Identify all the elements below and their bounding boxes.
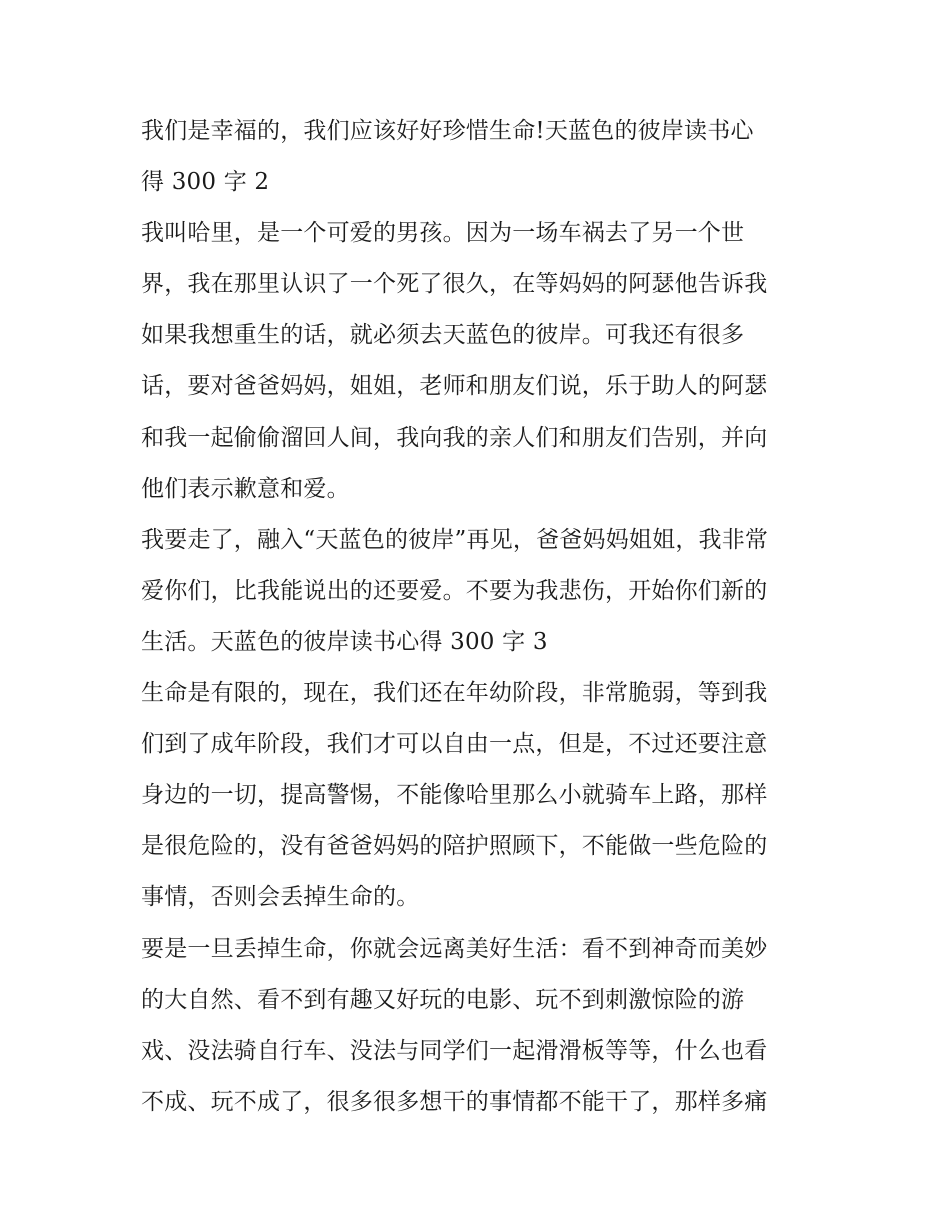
text-line: 是很危险的，没有爸爸妈妈的陪护照顾下，不能做一些危险的 (141, 833, 768, 860)
text-line: 事情，否则会丢掉生命的。 (141, 884, 420, 911)
text-line: 界，我在那里认识了一个死了很久，在等妈妈的阿瑟他告诉我 (141, 271, 768, 298)
text-line: 和我一起偷偷溜回人间，我向我的亲人们和朋友们告别，并向 (141, 424, 768, 451)
text-line: 要是一旦丢掉生命，你就会远离美好生活：看不到神奇而美妙 (141, 935, 768, 962)
text-line: 得 300 字 2 (141, 169, 270, 196)
document-body (141, 106, 821, 1128)
text-line: 话，要对爸爸妈妈，姐姐，老师和朋友们说，乐于助人的阿瑟 (141, 373, 768, 400)
text-line: 们到了成年阶段，我们才可以自由一点，但是，不过还要注意 (141, 731, 768, 758)
text-line: 我们是幸福的，我们应该好好珍惜生命!天蓝色的彼岸读书心 (141, 118, 754, 144)
text-line: 我叫哈里，是一个可爱的男孩。因为一场车祸去了另一个世 (141, 220, 745, 247)
text-line: 如果我想重生的话，就必须去天蓝色的彼岸。可我还有很多 (141, 322, 745, 349)
text-line: 爱你们，比我能说出的还要爱。不要为我悲伤，开始你们新的 (141, 577, 768, 604)
text-line: 他们表示歉意和爱。 (141, 475, 350, 502)
text-line: 我要走了，融入“天蓝色的彼岸”再见，爸爸妈妈姐姐，我非常 (141, 526, 769, 553)
text-line: 身边的一切，提高警惕，不能像哈里那么小就骑车上路，那样 (141, 782, 768, 809)
text-line: 戏、没法骑自行车、没法与同学们一起滑滑板等等，什么也看 (141, 1037, 768, 1064)
text-line: 不成、玩不成了，很多很多想干的事情都不能干了，那样多痛 (141, 1088, 768, 1115)
text-line: 生命是有限的，现在，我们还在年幼阶段，非常脆弱，等到我 (141, 680, 768, 707)
text-line: 的大自然、看不到有趣又好玩的电影、玩不到刺激惊险的游 (141, 986, 745, 1013)
text-line: 生活。天蓝色的彼岸读书心得 300 字 3 (141, 628, 548, 655)
